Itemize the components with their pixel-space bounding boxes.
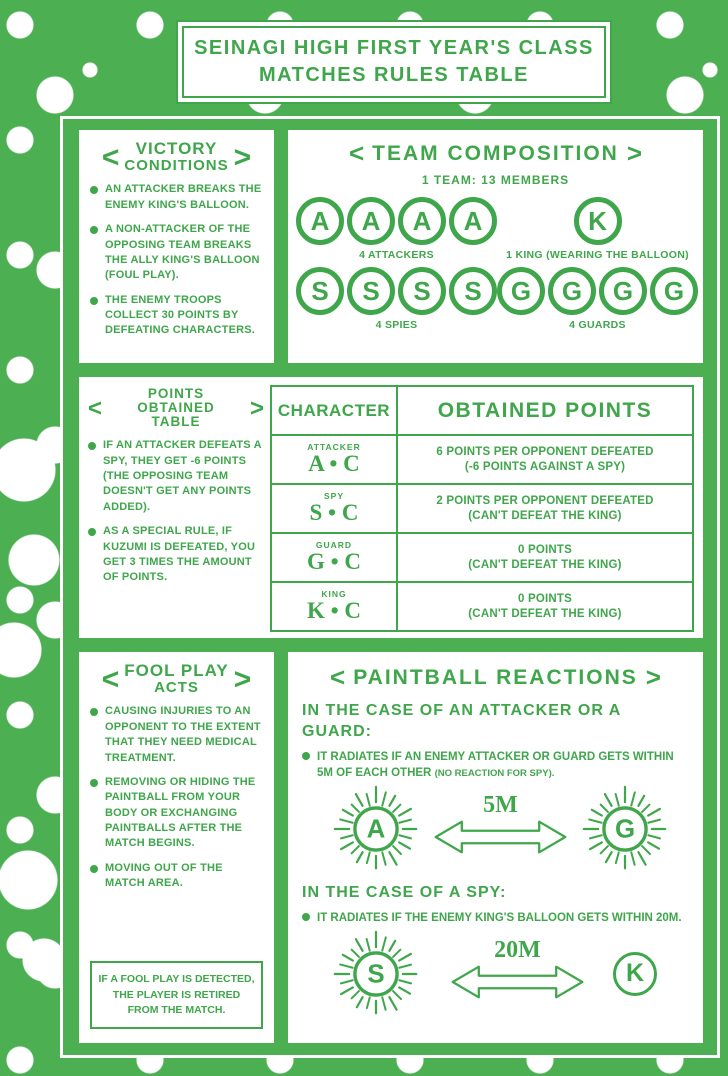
fool-bullet: CAUSING INJURIES TO AN OPPONENT TO THE EXTENT THAT THEY NEED MEDICAL TREATMENT. (90, 704, 263, 766)
guards-caption: 4 GUARDS (569, 319, 626, 331)
distance-arrow (450, 938, 585, 1003)
points-note: (CAN'T DEFEAT THE KING) (468, 509, 622, 522)
spy-king-reaction-diagram (302, 928, 689, 1020)
points-table (270, 385, 694, 632)
points-note: (-6 POINTS AGAINST A SPY) (464, 460, 626, 473)
character-code: G • C (306, 548, 362, 574)
fool-title-line2: ACTS (154, 678, 199, 696)
angle-bracket-right-icon: > (626, 138, 643, 168)
page-title-line1: SEINAGI HIGH FIRST YEAR'S CLASS (194, 37, 594, 59)
angle-bracket-left-icon: < (348, 138, 365, 168)
team-size-subtitle: 1 TEAM: 13 MEMBERS (421, 173, 570, 187)
attacker-letter: A (366, 815, 386, 844)
paintball-reactions-header (302, 662, 689, 693)
points-bullet: AS A SPECIAL RULE, IF KUZUMI IS DEFEATED, YOU GET 3 TIMES THE AMOUNT OF POINTS. (88, 524, 264, 586)
guard-icon: G (548, 267, 596, 315)
spy-icon: S (449, 267, 497, 315)
king-caption: 1 KING (WEARING THE BALLOON) (506, 249, 689, 261)
angle-bracket-right-icon: > (249, 394, 264, 422)
table-row (272, 534, 692, 583)
king-icon: K (574, 197, 622, 245)
distance-label: 20M (494, 937, 541, 964)
attackers-group (296, 197, 497, 261)
character-code: A • C (308, 450, 360, 476)
role-label: KING (321, 589, 347, 600)
angle-bracket-left-icon: < (101, 140, 120, 174)
team-composition-title: TEAM COMPOSITION (372, 141, 619, 165)
spy-case-heading: IN THE CASE OF A SPY: (302, 883, 507, 901)
attacker-guard-case-heading: IN THE CASE OF AN ATTACKER OR A GUARD: (302, 702, 621, 740)
spy-icon: S (347, 267, 395, 315)
fool-play-header (90, 662, 263, 696)
table-row (272, 485, 692, 534)
guard-letter: G (614, 815, 636, 844)
attacker-icon: A (347, 197, 395, 245)
rule-note: (NO REACTION FOR SPY). (434, 767, 555, 779)
attacker-icon: A (296, 197, 344, 245)
attacker-icon: A (449, 197, 497, 245)
obtained-points-column-header: OBTAINED POINTS (437, 398, 653, 422)
victory-bullet-list (90, 182, 263, 339)
table-row (272, 583, 692, 630)
distance-arrow (433, 793, 568, 858)
team-groups-grid (296, 197, 695, 331)
spies-group (296, 267, 497, 331)
double-arrow-icon (450, 961, 585, 1003)
victory-bullet: A NON-ATTACKER OF THE OPPOSING TEAM BREAKS THE ALLY KING'S BALLOON (FOUL PLAY). (90, 222, 263, 284)
attacker-guard-case-rule (302, 749, 689, 781)
fool-play-acts-panel (79, 652, 274, 1043)
guard-icon: G (497, 267, 545, 315)
points-obtained-panel (79, 377, 703, 638)
victory-bullet: THE ENEMY TROOPS COLLECT 30 POINTS BY DEFEATING CHARACTERS. (90, 293, 263, 339)
fool-bullet-list (90, 704, 263, 900)
points-text: 0 POINTS (517, 592, 572, 605)
role-label: SPY (323, 491, 344, 502)
fool-play-penalty-note: IF A FOOL PLAY IS DETECTED, THE PLAYER IS RETIRED FROM THE MATCH. (90, 961, 263, 1029)
points-obtained-header (88, 387, 264, 430)
fool-bullet: MOVING OUT OF THE MATCH AREA. (90, 861, 263, 892)
guard-icon: G (650, 267, 698, 315)
angle-bracket-right-icon: > (233, 140, 252, 174)
victory-title-line2: CONDITIONS (124, 156, 229, 174)
character-code: S • C (309, 499, 359, 525)
points-text: 2 POINTS PER OPPONENT DEFEATED (436, 494, 654, 507)
spy-case-rule (302, 910, 689, 926)
angle-bracket-left-icon: < (330, 662, 346, 692)
radiating-guard-icon (579, 783, 671, 875)
rule-text: IT RADIATES IF AN ENEMY ATTACKER OR GUARD GETS WITHIN 5M OF EACH OTHER (317, 750, 674, 779)
page-title (182, 26, 606, 98)
attacker-guard-reaction-diagram (302, 783, 689, 875)
points-table-header-row (272, 387, 692, 436)
guard-icon: G (599, 267, 647, 315)
attackers-caption: 4 ATTACKERS (359, 249, 434, 261)
points-title-line1: POINTS OBTAINED (137, 386, 215, 416)
points-note: (CAN'T DEFEAT THE KING) (468, 607, 622, 620)
rule-text: IT RADIATES IF THE ENEMY KING'S BALLOON GETS WITHIN 20M. (317, 911, 682, 924)
spies-caption: 4 SPIES (375, 319, 418, 331)
angle-bracket-right-icon: > (233, 662, 252, 696)
paintball-reactions-title: PAINTBALL REACTIONS (353, 665, 638, 689)
victory-conditions-header (90, 140, 263, 174)
table-row (272, 436, 692, 485)
spy-letter: S (367, 960, 385, 989)
points-text: 6 POINTS PER OPPONENT DEFEATED (436, 445, 654, 458)
paintball-reactions-panel (288, 652, 703, 1043)
guards-group (497, 267, 698, 331)
points-title-line2: TABLE (151, 414, 201, 430)
points-notes-column (88, 385, 264, 630)
angle-bracket-left-icon: < (101, 662, 120, 696)
team-composition-panel (288, 130, 703, 363)
points-text: 0 POINTS (517, 543, 572, 556)
victory-bullet: AN ATTACKER BREAKS THE ENEMY KING'S BALLOON. (90, 182, 263, 213)
king-icon: K (613, 952, 657, 996)
character-code: K • C (306, 597, 362, 623)
spy-icon: S (398, 267, 446, 315)
spy-icon: S (296, 267, 344, 315)
points-note: (CAN'T DEFEAT THE KING) (468, 558, 622, 571)
character-column-header: CHARACTER (272, 387, 398, 434)
fool-bullet: REMOVING OR HIDING THE PAINTBALL FROM YOUR BODY OR EXCHANGING PAINTBALLS AFTER THE MATCH BEGINS. (90, 775, 263, 852)
role-label: ATTACKER (307, 442, 361, 453)
angle-bracket-left-icon: < (88, 394, 103, 422)
king-group (497, 197, 698, 261)
points-bullet-list (88, 438, 264, 586)
team-composition-header (296, 138, 695, 169)
page-title-line2: MATCHES RULES TABLE (259, 64, 529, 86)
victory-title-line1: VICTORY (135, 139, 218, 158)
page-title-box (176, 20, 612, 104)
fool-title-line1: FOOL PLAY (124, 661, 229, 680)
radiating-attacker-icon (330, 783, 422, 875)
victory-conditions-panel (79, 130, 274, 363)
rules-board (60, 116, 720, 1058)
points-bullet: IF AN ATTACKER DEFEATS A SPY, THEY GET -6 POINTS (THE OPPOSING TEAM DOESN'T GET ANY POINTS ADDED). (88, 438, 264, 515)
double-arrow-icon (433, 816, 568, 858)
role-label: GUARD (315, 540, 353, 551)
distance-label: 5M (483, 792, 518, 819)
angle-bracket-right-icon: > (645, 662, 661, 692)
attacker-icon: A (398, 197, 446, 245)
radiating-spy-icon (330, 928, 422, 1020)
